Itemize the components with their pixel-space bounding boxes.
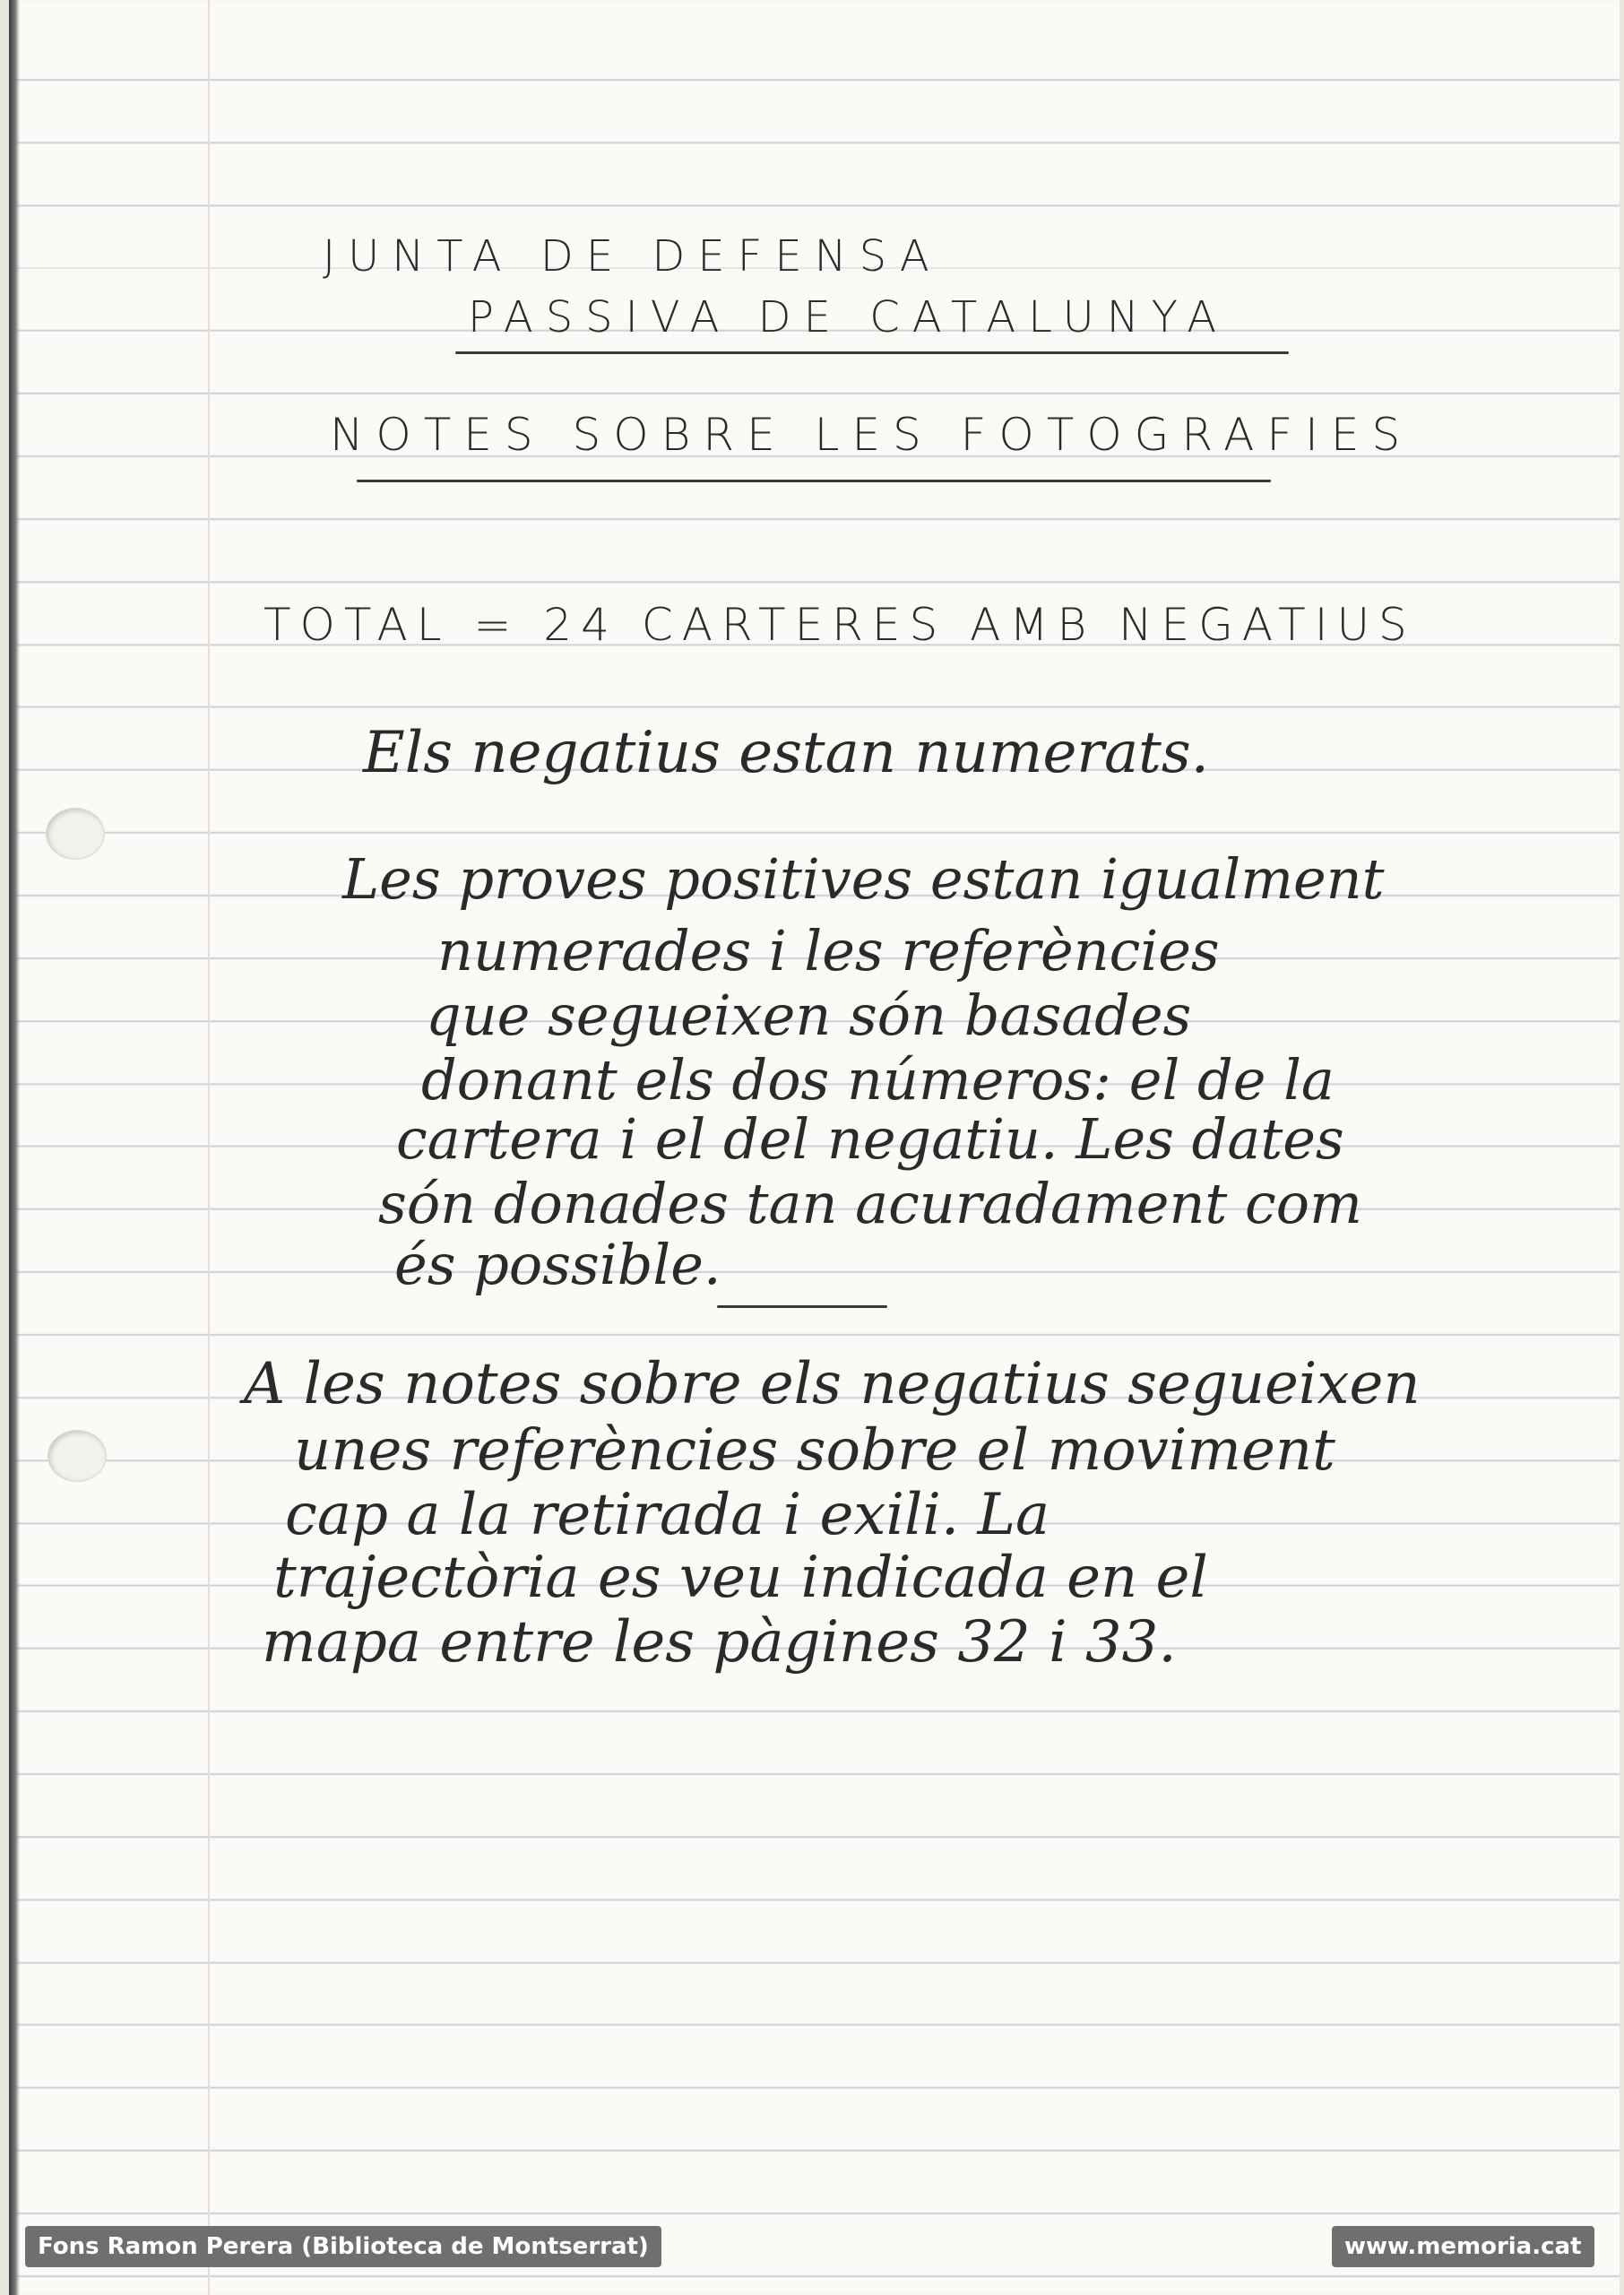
paragraph-2-line: donant els dos números: el de la	[421, 1047, 1335, 1113]
paragraph-2-line: és possible.	[394, 1232, 721, 1297]
subtitle-underline	[357, 480, 1271, 482]
paragraph-3-line: A les notes sobre els negatius segueixen	[244, 1351, 1421, 1417]
paragraph-2-line: són donades tan acuradament com	[378, 1171, 1362, 1236]
paragraph-3-line: cap a la retirada i exili. La	[285, 1482, 1050, 1548]
subtitle: NOTES SOBRE LES FOTOGRAFIES	[330, 409, 1413, 461]
paragraph-3-line: mapa entre les pàgines 32 i 33.	[262, 1609, 1177, 1676]
section-divider	[717, 1305, 887, 1308]
punch-hole	[47, 809, 104, 859]
notebook-sheet	[9, 0, 1620, 2295]
margin-line	[208, 0, 210, 2295]
paragraph-3-line: trajectòria es veu indicada en el	[273, 1545, 1208, 1611]
punch-hole	[48, 1431, 106, 1481]
paragraph-2-line: que segueixen són basades	[426, 983, 1192, 1048]
paragraph-2-line: cartera i el del negatiu. Les dates	[396, 1106, 1344, 1172]
paragraph-1-line: Els negatius estan numerats.	[363, 720, 1209, 786]
title-underline	[455, 351, 1289, 354]
website-label[interactable]: www.memoria.cat	[1332, 2226, 1594, 2267]
binding-edge	[9, 0, 20, 2295]
title-line-1: JUNTA DE DEFENSA	[323, 231, 942, 281]
paragraph-3-line: unes referències sobre el moviment	[294, 1417, 1335, 1484]
title-line-2: PASSIVA DE CATALUNYA	[468, 292, 1230, 342]
paragraph-2-line: Les proves positives estan igualment	[342, 846, 1385, 912]
paragraph-2-line: numerades i les referències	[437, 918, 1220, 983]
total-line: TOTAL = 24 CARTERES AMB NEGATIUS	[263, 599, 1416, 651]
archive-label: Fons Ramon Perera (Biblioteca de Montserrat)	[25, 2226, 661, 2267]
